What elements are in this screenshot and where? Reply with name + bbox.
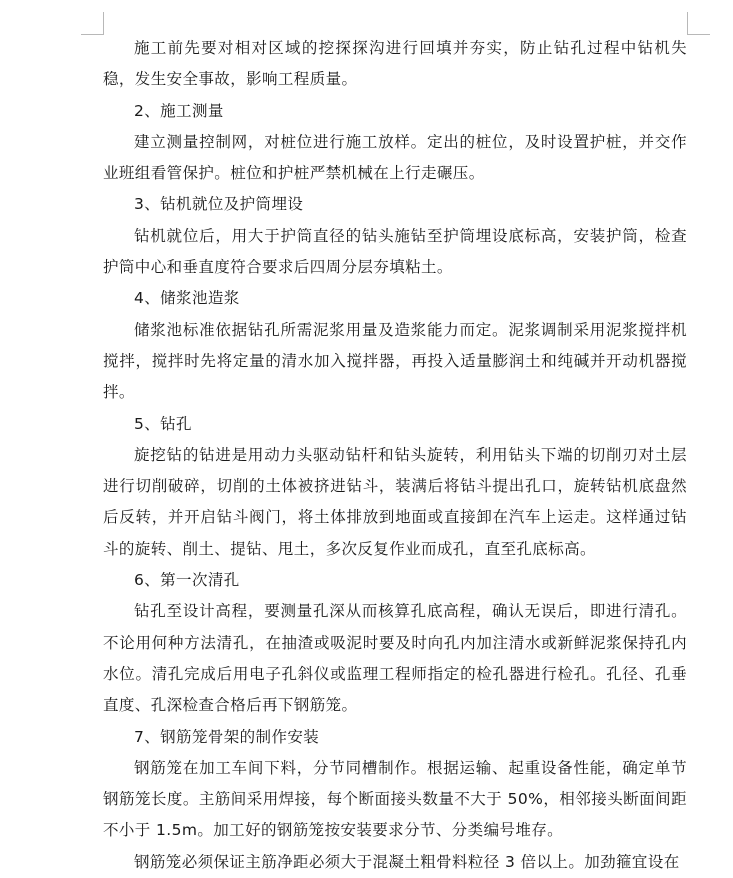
heading-drilling: 5、钻孔 (134, 414, 192, 433)
paragraph-rebar-spacing: 钢筋笼必须保证主筋净距必须大于混凝土粗骨料粒径 3 倍以上。加劲箍宜设在 (134, 852, 680, 871)
paragraph-backfill: 施工前先要对相对区域的挖探探沟进行回填并夯实，防止钻孔过程中钻机失稳，发生安全事故，影响工程质量。 (103, 39, 687, 89)
paragraph-drilling: 旋挖钻的钻进是用动力头驱动钻杆和钻头旋转，利用钻头下端的切削刃对土层进行切削破碎，切削的土体被挤进钻斗，装满后将钻斗提出孔口，旋转钻机底盘然后反转，并开启钻斗阀门，将土体排放到地面或直接卸在汽车上运走。这样通过钻斗的旋转、削土、提钻、甩土，多次反复作业而成孔，直至孔底标高。 (103, 445, 687, 558)
heading-first-cleaning: 6、第一次清孔 (134, 571, 240, 590)
heading-rebar-cage: 7、钢筋笼骨架的制作安装 (134, 727, 320, 746)
heading-rig-casing: 3、钻机就位及护筒埋设 (134, 195, 304, 214)
paragraph-first-cleaning: 钻孔至设计高程，要测量孔深从而核算孔底高程，确认无误后，即进行清孔。不论用何种方法清孔，在抽渣或吸泥时要及时向孔内加注清水或新鲜泥浆保持孔内水位。清孔完成后用电子孔斜仪或监理工程师指定的检孔器进行检孔。孔径、孔垂直度、孔深检查合格后再下钢筋笼。 (103, 602, 687, 715)
paragraph-rig-casing: 钻机就位后，用大于护筒直径的钻头施钻至护筒埋设底标高，安装护筒，检查护筒中心和垂直度符合要求后四周分层夯填粘土。 (103, 226, 687, 277)
paragraph-survey: 建立测量控制网，对桩位进行施工放样。定出的桩位，及时设置护桩，并交作业班组看管保护。桩位和护桩严禁机械在上行走碾压。 (103, 132, 687, 183)
paragraph-rebar-cage: 钢筋笼在加工车间下料，分节同槽制作。根据运输、起重设备性能，确定单节钢筋笼长度。主筋间采用焊接，每个断面接头数量不大于 50%，相邻接头断面间距不小于 1.5m。加工好的钢筋笼按安装要求分节、分类编号堆存。 (103, 758, 687, 840)
margin-corner-top-left (81, 12, 104, 35)
heading-slurry-pool: 4、储浆池造浆 (134, 289, 240, 308)
paragraph-slurry-pool: 储浆池标准依据钻孔所需泥浆用量及造浆能力而定。泥浆调制采用泥浆搅拌机搅拌，搅拌时先将定量的清水加入搅拌器，再投入适量膨润土和纯碱并开动机器搅拌。 (103, 320, 687, 402)
document-body[interactable] (103, 33, 687, 878)
heading-survey: 2、施工测量 (134, 101, 224, 120)
margin-corner-top-right (687, 12, 710, 35)
